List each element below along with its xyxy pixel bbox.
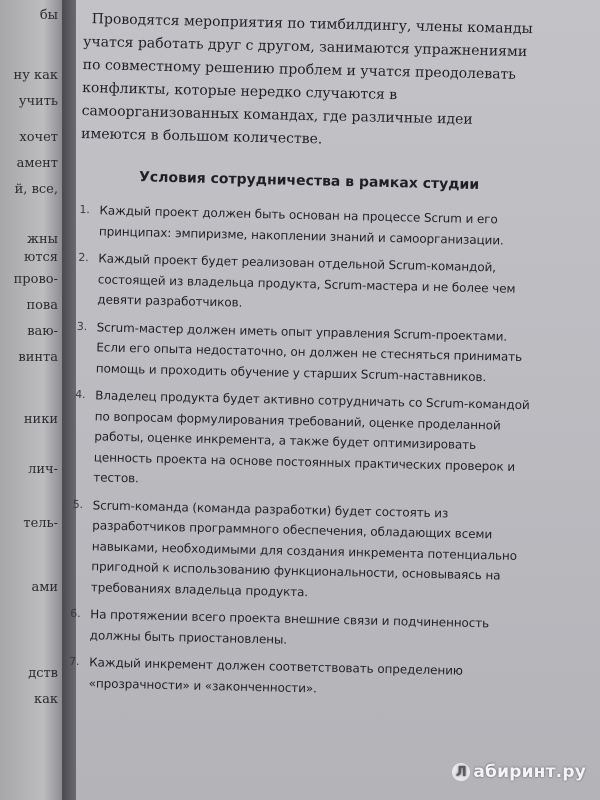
left-page-fragment: ваю- <box>27 324 58 339</box>
page-content <box>68 8 542 710</box>
left-page-fragment: винта <box>18 350 58 365</box>
list-item-text: Каждый инкремент должен соответствовать определению «прозрачности» и «законченности». <box>88 655 464 695</box>
left-page-fragment: лич- <box>28 462 58 477</box>
list-item <box>68 652 527 703</box>
labirint-watermark <box>452 762 586 782</box>
list-item <box>73 385 533 498</box>
left-page-fragment: как <box>33 692 58 707</box>
left-page-fragment: ну как <box>13 68 58 83</box>
left-page-fragment: жны <box>27 232 58 247</box>
intro-paragraph: Проводятся мероприятия по тимбилдингу, члены команды учатся работать друг с другом, занимаются упражнениями по совместному решению проблем и учатся преодолевать конфликты, которые нередко случаются в самоорганизованных командах, где различные идеи имеются в большом количестве. <box>80 11 533 148</box>
list-item <box>71 494 531 607</box>
list-item-number: 6. <box>70 606 81 621</box>
watermark-text: абиринт.ру <box>473 762 586 782</box>
left-page-edge <box>0 0 62 800</box>
left-page-fragment: прово- <box>13 272 58 287</box>
list-item <box>77 248 536 320</box>
list-item-number: 3. <box>76 319 88 333</box>
left-page-fragment: ами <box>31 580 58 595</box>
left-page-fragment: пова <box>26 298 58 313</box>
left-page-fragment: ники <box>23 412 58 427</box>
conditions-list <box>68 200 537 703</box>
list-item-text: На протяжении всего проекта внешние связи и подчиненность должны быть приостановлены. <box>89 607 490 647</box>
list-item-text: Владелец продукта будет активно сотрудничать со Scrum-командой по вопросам формулирования требований, оценке проделанной работы, оценке инкремента, а также будет оптимизировать ценность проекта на основе постоянных практических проверок и тестов. <box>93 388 530 486</box>
labirint-logo-icon: Л <box>452 763 470 781</box>
list-item-number: 5. <box>72 497 84 511</box>
left-page-fragment: хочет <box>19 130 58 145</box>
list-item-text: Scrum-команда (команда разработки) будет состоять из разработчиков программного обеспечения, обладающих всеми навыками, необходимыми для создания инкремента потенциально пригодной к использованию функциональности, основываясь на требованиях владельца продукта. <box>90 497 518 599</box>
list-item-text: Каждый проект будет реализован отдельной Scrum-командой, состоящей из владельца продукта, Scrum-мастера и не более чем девяти разработчиков. <box>97 251 516 310</box>
list-item-number: 7. <box>69 654 80 669</box>
list-item-number: 1. <box>79 202 90 217</box>
left-page-fragment: бы <box>39 8 58 23</box>
list-item-text: Каждый проект должен быть основан на процессе Scrum и его принципах: эмпиризме, накоплении знаний и самоорганизации. <box>98 203 504 248</box>
list-item <box>70 604 529 655</box>
list-item-number: 4. <box>75 387 86 402</box>
list-item <box>76 316 535 388</box>
left-page-fragment: тель- <box>23 516 58 531</box>
section-heading: Условия сотрудничества в рамках студии <box>138 169 480 194</box>
list-item-text: Scrum-мастер должен иметь опыт управления Scrum-проектами. Если его опыта недостаточно, он должен не стесняться принимать помощь и проходить обучение у старших Scrum-наставников. <box>95 319 523 384</box>
list-item-number: 2. <box>78 250 89 265</box>
left-page-fragment: ются <box>24 250 58 265</box>
left-page-fragment: амент <box>16 156 58 171</box>
left-page-fragment: учить <box>18 94 58 109</box>
list-item <box>79 200 538 251</box>
left-page-fragment: й, все, <box>14 182 58 197</box>
left-page-fragment: дств <box>28 666 58 681</box>
